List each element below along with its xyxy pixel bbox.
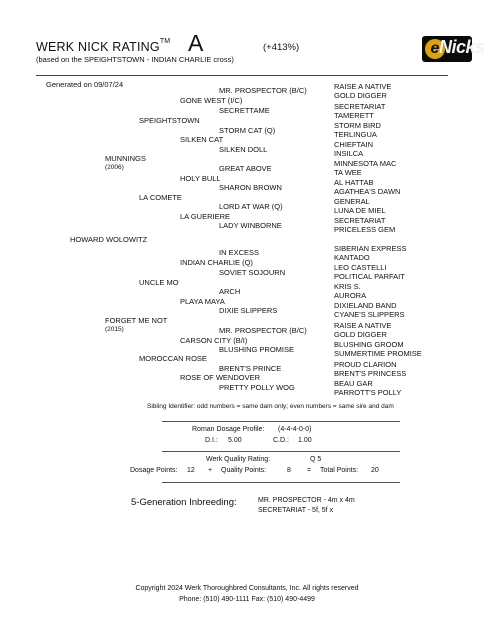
pedigree-entry: PRETTY POLLY WOG bbox=[219, 383, 295, 392]
pedigree-entry: ARCH bbox=[219, 287, 241, 296]
pedigree-entry: LA GUERIERE bbox=[180, 212, 231, 221]
cd-value: 1.00 bbox=[298, 437, 312, 444]
pedigree-entry: GONE WEST (I/C) bbox=[180, 96, 243, 105]
pedigree-entry: MOROCCAN ROSE bbox=[139, 354, 207, 363]
pedigree-entry: TAMERETT bbox=[334, 111, 374, 120]
pedigree-entry: SILKEN CAT bbox=[180, 135, 224, 144]
quality-points-label: Quality Points: bbox=[221, 467, 267, 474]
section-divider bbox=[162, 482, 400, 483]
pedigree-entry: MINNESOTA MAC bbox=[334, 159, 397, 168]
pedigree-entry: LADY WINBORNE bbox=[219, 221, 282, 230]
generated-date: Generated on 09/07/24 bbox=[46, 80, 124, 89]
quality-rating-label: Werk Quality Rating: bbox=[206, 456, 271, 463]
pedigree-entry: GREAT ABOVE bbox=[219, 164, 272, 173]
report-title: WERK NICK RATING™ bbox=[36, 38, 171, 54]
pedigree-entry: BEAU GAR bbox=[334, 379, 373, 388]
dosage-points-label: Dosage Points: bbox=[130, 467, 178, 474]
pedigree-entry: LUNA DE MIEL bbox=[334, 206, 386, 215]
equals-sign: = bbox=[307, 467, 312, 474]
pedigree-entry: BLUSHING PROMISE bbox=[219, 345, 295, 354]
pedigree-entry: DIXIELAND BAND bbox=[334, 301, 397, 310]
quality-rating-value: Q 5 bbox=[310, 456, 322, 463]
inbreeding-row: MR. PROSPECTOR - 4m x 4m bbox=[258, 497, 355, 504]
pedigree-entry: SECRETARIAT bbox=[334, 216, 386, 225]
total-points-value: 20 bbox=[371, 467, 379, 474]
pedigree-entry: MR. PROSPECTOR (B/C) bbox=[219, 326, 307, 335]
header-divider bbox=[36, 75, 448, 76]
pedigree-entry: MR. PROSPECTOR (B/C) bbox=[219, 86, 307, 95]
nick-percentage: (+413%) bbox=[263, 42, 300, 53]
pedigree-entry: GOLD DIGGER bbox=[334, 91, 387, 100]
plus-sign: + bbox=[208, 467, 213, 474]
pedigree-entry: AGATHEA'S DAWN bbox=[334, 187, 401, 196]
pedigree-entry: GENERAL bbox=[334, 197, 370, 206]
pedigree-entry: AURORA bbox=[334, 291, 367, 300]
pedigree-entry: SILKEN DOLL bbox=[219, 145, 268, 154]
section-divider bbox=[162, 421, 400, 422]
pedigree-entry: SPEIGHTSTOWN bbox=[139, 116, 200, 125]
sibling-identifier-note: Sibling Identifier: odd numbers = same dam only; even numbers = same sire and dam bbox=[147, 403, 394, 410]
pedigree-year: (2015) bbox=[105, 326, 124, 333]
pedigree-entry: FORGET ME NOT bbox=[105, 316, 168, 325]
dosage-profile-value: (4-4-4-0-0) bbox=[278, 426, 312, 433]
pedigree-entry: STORM BIRD bbox=[334, 121, 381, 130]
pedigree-entry: BLUSHING GROOM bbox=[334, 340, 404, 349]
pedigree-entry: ROSE OF WENDOVER bbox=[180, 373, 261, 382]
horse-name: HOWARD WOLOWITZ bbox=[70, 235, 148, 244]
pedigree-entry: SHARON BROWN bbox=[219, 183, 282, 192]
pedigree-entry: PROUD CLARION bbox=[334, 360, 397, 369]
quality-points-value: 8 bbox=[287, 467, 291, 474]
pedigree-entry: PLAYA MAYA bbox=[180, 297, 225, 306]
pedigree-entry: CHIEFTAIN bbox=[334, 140, 374, 149]
pedigree-entry: SOVIET SOJOURN bbox=[219, 268, 286, 277]
pedigree-entry: PARROTT'S POLLY bbox=[334, 388, 402, 397]
dosage-points-value: 12 bbox=[187, 467, 195, 474]
pedigree-entry: HOLY BULL bbox=[180, 174, 221, 183]
pedigree-entry: TA WEE bbox=[334, 168, 362, 177]
logo-text: Nicks bbox=[439, 37, 485, 57]
pedigree-entry: STORM CAT (Q) bbox=[219, 126, 276, 135]
pedigree-entry: CARSON CITY (B/I) bbox=[180, 336, 248, 345]
cd-label: C.D.: bbox=[273, 437, 289, 444]
pedigree-entry: POLITICAL PARFAIT bbox=[334, 272, 405, 281]
section-divider bbox=[162, 451, 400, 452]
pedigree-entry: KRIS S. bbox=[334, 282, 361, 291]
pedigree-entry: DIXIE SLIPPERS bbox=[219, 306, 278, 315]
pedigree-year: (2006) bbox=[105, 164, 124, 171]
pedigree-entry: BRENT'S PRINCESS bbox=[334, 369, 407, 378]
pedigree-entry: LA COMETE bbox=[139, 193, 182, 202]
pedigree-entry: IN EXCESS bbox=[219, 248, 260, 257]
cross-subtitle: (based on the SPEIGHTSTOWN - INDIAN CHARLIE cross) bbox=[36, 55, 234, 64]
pedigree-entry: RAISE A NATIVE bbox=[334, 321, 392, 330]
enicks-logo bbox=[422, 36, 485, 62]
pedigree-entry: TERLINGUA bbox=[334, 130, 377, 139]
pedigree-entry: LEO CASTELLI bbox=[334, 263, 387, 272]
pedigree-entry: BRENT'S PRINCE bbox=[219, 364, 282, 373]
pedigree-entry: INSILCA bbox=[334, 149, 364, 158]
pedigree-entry: PRICELESS GEM bbox=[334, 225, 396, 234]
nick-grade: A bbox=[188, 30, 204, 56]
contact-phone-fax: Phone: (510) 490-1111 Fax: (510) 490-4499 bbox=[179, 596, 315, 603]
di-value: 5.00 bbox=[228, 437, 242, 444]
pedigree-entry: LORD AT WAR (Q) bbox=[219, 202, 283, 211]
total-points-label: Total Points: bbox=[320, 467, 359, 474]
pedigree-entry: CYANE'S SLIPPERS bbox=[334, 310, 405, 319]
pedigree-entry: GOLD DIGGER bbox=[334, 330, 387, 339]
inbreeding-row: SECRETARIAT - 5f, 5f x bbox=[258, 507, 334, 514]
pedigree-entry: SUMMERTIME PROMISE bbox=[334, 349, 422, 358]
pedigree-entry: SIBERIAN EXPRESS bbox=[334, 244, 407, 253]
logo-e-circle: e bbox=[425, 39, 445, 59]
pedigree-entry: RAISE A NATIVE bbox=[334, 82, 392, 91]
inbreeding-label: 5-Generation Inbreeding: bbox=[131, 497, 237, 508]
di-label: D.I.: bbox=[205, 437, 218, 444]
pedigree-entry: SECRETARIAT bbox=[334, 102, 386, 111]
pedigree-entry: SECRETTAME bbox=[219, 106, 270, 115]
dosage-profile-label: Roman Dosage Profile: bbox=[192, 426, 265, 433]
pedigree-entry: AL HATTAB bbox=[334, 178, 374, 187]
pedigree-entry: UNCLE MO bbox=[139, 278, 179, 287]
copyright-notice: Copyright 2024 Werk Thoroughbred Consultants, Inc. All rights reserved bbox=[135, 585, 359, 592]
pedigree-entry: KANTADO bbox=[334, 253, 370, 262]
pedigree-entry: MUNNINGS bbox=[105, 154, 146, 163]
pedigree-entry: INDIAN CHARLIE (Q) bbox=[180, 258, 253, 267]
